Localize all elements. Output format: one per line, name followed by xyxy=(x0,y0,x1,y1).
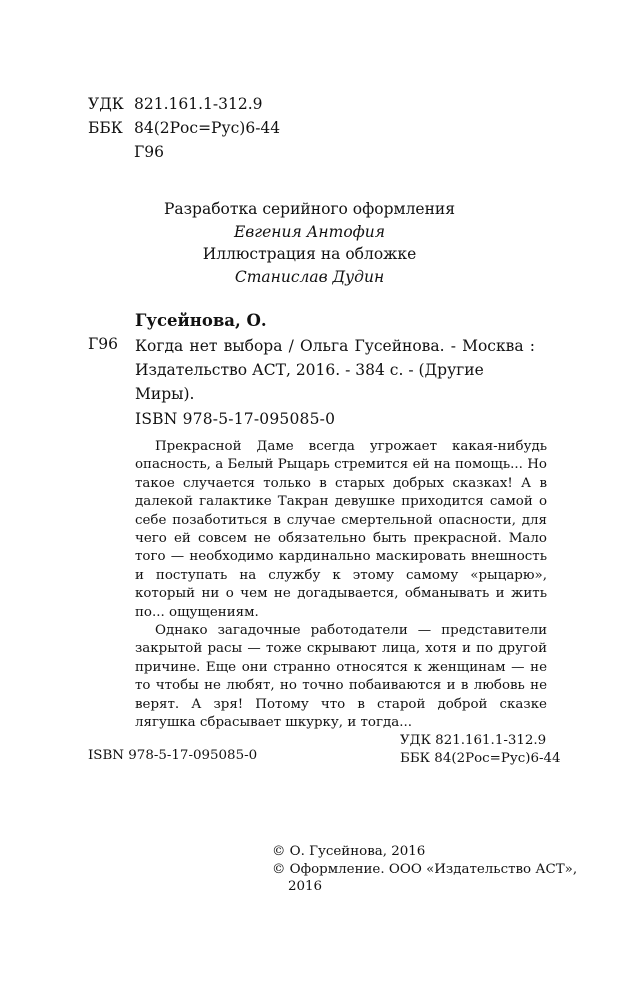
bibliographic-line-2: Издательство АСТ, 2016. - 384 с. - (Другие Миры). xyxy=(135,361,484,403)
cover-illustrator: Станислав Дудин xyxy=(234,267,385,286)
copyright-design: © Оформление. ООО «Издательство АСТ», xyxy=(272,861,578,877)
copyright-author: © О. Гусейнова, 2016 xyxy=(272,844,426,859)
copyright-design-year: 2016 xyxy=(288,879,323,894)
footer-bbk: ББК 84(2Рос=Рус)6-44 xyxy=(400,751,561,766)
bbk-value: 84(2Рос=Рус)6-44 xyxy=(134,119,281,137)
udk-label: УДК xyxy=(88,95,124,113)
author-mark: Г96 xyxy=(134,143,164,161)
footer-udk: УДК 821.161.1-312.9 xyxy=(400,733,547,748)
book-author: Гусейнова, О. xyxy=(135,311,267,330)
isbn-main: ISBN 978-5-17-095085-0 xyxy=(135,410,336,428)
annotation-paragraph-2: Однако загадочные работодатели — представители закрытой расы — тоже скрывают лица, хотя и по другой причине. Еще они странно относятся к женщинам — не то чтобы не любят, но точно побаиваются и в любовь не верят. А зря! Потому что в старой доброй сказке лягушка сбрасывает шкурку, и тогда... xyxy=(135,623,547,731)
udk-row xyxy=(88,92,280,116)
copyright-block xyxy=(272,843,577,896)
annotation-paragraph-1: Прекрасной Даме всегда угрожает какая-нибудь опасность, а Белый Рыцарь стремится ей на помощь... Но такое случается только в старых добрых сказках! А в далекой галактике Такран девушке приходится самой о себе позаботиться в случае смертельной опасности, для чего ей совсем не обязательно быть прекрасной. Мало того — необходимо кардинально маскировать внешность и поступать на службу к этому самому «рыцарю», который ни о чем не догадывается, обманывать и жить по... ощущениям. xyxy=(135,439,547,620)
footer-catalog xyxy=(400,732,561,768)
credits-block xyxy=(0,198,619,288)
series-design-label: Разработка серийного оформления xyxy=(163,200,456,218)
udk-value: 821.161.1-312.9 xyxy=(134,95,263,113)
series-designer: Евгения Антофия xyxy=(233,222,386,241)
annotation-block xyxy=(135,438,547,733)
bibliographic-description xyxy=(135,334,535,406)
cover-illustration-label: Иллюстрация на обложке xyxy=(202,245,417,263)
bbk-row xyxy=(88,116,280,140)
bibliographic-line-1: Когда нет выбора / Ольга Гусейнова. - Москва : xyxy=(135,337,535,355)
footer-isbn: ISBN 978-5-17-095085-0 xyxy=(88,748,258,763)
catalog-block xyxy=(88,92,280,164)
author-code: Г96 xyxy=(88,335,118,353)
bbk-label: ББК xyxy=(88,119,123,137)
